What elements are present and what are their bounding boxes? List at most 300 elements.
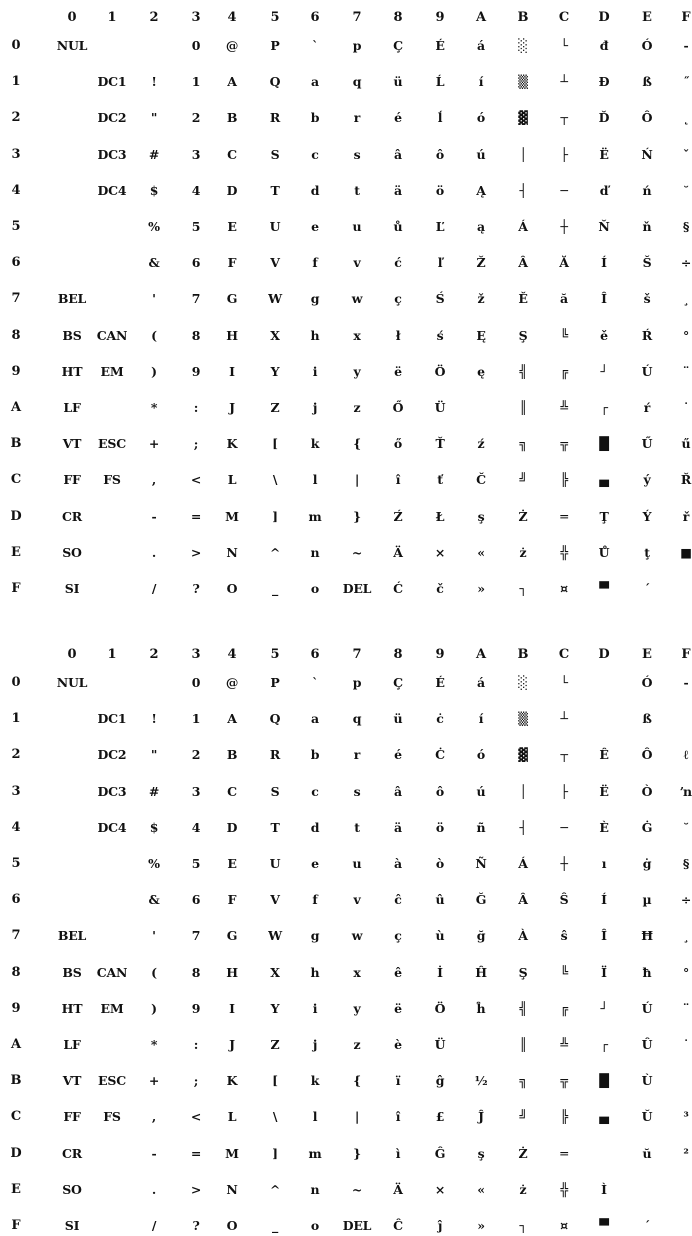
row-label: F [11,1218,21,1233]
char-cell: í [478,74,484,90]
char-cell: ì [395,1145,401,1161]
char-cell: § [682,856,690,871]
column-header: B [517,647,529,662]
char-cell: LF [63,1037,81,1052]
row-label: 9 [11,1000,21,1016]
char-cell: ÷ [680,892,692,908]
char-cell: Ĉ [393,1218,403,1233]
char-cell: ï [395,1073,401,1089]
char-cell: Ě [518,291,528,307]
char-cell: c [311,783,319,799]
row-label: B [10,1073,22,1089]
char-cell: D [226,819,238,835]
char-cell: È [599,819,609,835]
row-label: E [11,1181,21,1197]
char-cell: F [227,255,237,271]
char-cell: B [226,747,238,763]
char-cell: ( [151,964,157,980]
char-cell: Ċ [435,747,445,763]
column-header: C [558,10,570,25]
char-cell: ▒ [518,74,528,90]
char-cell: µ [642,892,652,908]
char-cell [92,926,132,946]
char-cell: ² [683,1145,689,1161]
char-cell: Ę [476,327,486,343]
char-cell: M [225,508,239,524]
char-cell: y [353,1000,361,1016]
char-cell: ! [151,711,157,727]
char-cell: ˝ [682,74,690,90]
char-cell: ╦ [560,1073,568,1089]
row-label: 7 [11,928,21,944]
char-cell [584,673,624,693]
char-cell: SI [64,1218,80,1233]
char-cell: w [351,291,363,307]
char-cell: ô [435,783,445,799]
char-cell: ] [272,1145,278,1161]
char-cell: Ú [641,363,653,379]
char-cell: ä [394,819,402,835]
char-cell: CR [62,508,82,524]
char-cell: ) [151,363,157,379]
char-cell: m [308,1145,322,1161]
column-header: 0 [67,647,77,662]
char-cell: Ć [393,581,403,596]
char-cell: $ [149,182,159,198]
char-cell: ˇ [682,146,690,162]
char-cell: ▄ [599,472,609,488]
char-cell: N [226,1181,238,1197]
char-cell: Î [601,291,607,307]
char-cell: â [394,783,402,799]
char-cell: k [310,436,320,452]
char-cell: z [353,1037,361,1052]
column-header: 2 [149,647,159,662]
char-cell: Ö [434,363,446,379]
char-cell: t [354,819,360,835]
char-cell: l [312,1109,318,1125]
row-label: C [10,1109,22,1125]
char-cell: ě [600,327,608,343]
char-cell: ┴ [560,711,568,727]
char-cell: ┬ [560,747,568,763]
char-cell: ¨ [682,1000,690,1016]
char-cell: Y [270,363,280,379]
char-cell: ċ [436,711,444,727]
char-cell: ¤ [560,1218,568,1233]
row-label: C [10,472,22,488]
char-cell [52,181,92,201]
char-cell: | [354,1109,360,1125]
char-cell: G [226,928,238,944]
char-cell: Ô [641,747,653,763]
char-cell: , [151,1109,157,1125]
char-cell: é [394,110,402,126]
char-cell: ╗ [519,436,527,452]
column-header: A [475,647,487,662]
char-cell: p [352,38,362,53]
char-cell: ┐ [519,581,527,596]
char-cell: ´ [643,1218,651,1233]
char-cell: 7 [191,928,201,944]
char-cell: ż [519,544,527,560]
char-cell: f [312,255,318,271]
char-cell: y [353,363,361,379]
char-cell: ú [476,783,486,799]
column-header: C [558,647,570,662]
char-cell: í [478,711,484,727]
char-cell: ë [394,363,402,379]
char-cell: * [150,1037,158,1052]
char-cell: ó [476,110,486,126]
char-cell: j [312,400,318,415]
char-cell: ˘ [682,182,690,198]
char-cell: █ [599,436,609,452]
column-header: 8 [393,10,403,25]
char-cell: ; [193,436,199,452]
char-cell [666,1071,692,1091]
char-cell: İ [437,964,443,980]
char-cell: ˘ [682,819,690,835]
char-cell [134,673,174,693]
char-cell: Ù [641,1073,653,1089]
char-cell: SO [62,544,82,560]
char-cell: ├ [560,783,568,799]
char-cell: ş [477,1145,485,1161]
char-cell: ł [395,327,401,343]
char-cell: × [434,544,446,560]
char-cell: DC3 [97,146,127,162]
char-cell: ▒ [518,711,528,727]
char-cell: Ö [434,1000,446,1016]
char-cell: 3 [191,783,201,799]
char-cell: FS [103,1109,121,1125]
char-cell: ñ [476,819,486,835]
row-label: 3 [11,146,21,162]
char-cell: Î [601,928,607,944]
row-label: E [11,544,21,560]
char-cell: " [150,110,158,126]
char-cell: K [226,436,238,452]
char-cell: ý [643,472,651,488]
char-cell: BS [62,327,82,343]
char-cell: ö [435,182,445,198]
char-cell: r [353,110,361,126]
char-cell: B [226,110,238,126]
char-cell: DEL [342,581,372,596]
char-cell: k [310,1073,320,1089]
char-cell: E [227,219,237,234]
char-cell: z [353,400,361,415]
char-cell: « [477,1181,485,1197]
char-cell: ń [642,182,652,198]
char-cell: ╗ [519,1073,527,1089]
char-cell: └ [560,38,568,53]
char-cell: > [190,544,202,560]
char-cell: ( [151,327,157,343]
char-cell: Í [601,892,607,908]
char-cell: S [270,783,280,799]
char-cell: & [148,892,160,908]
char-cell: - [151,508,157,524]
char-cell: Ă [559,255,569,271]
char-cell: Ş [518,327,528,343]
char-cell: ¨ [682,363,690,379]
char-cell: ą [477,219,485,234]
char-cell: ╔ [560,363,568,379]
char-cell: ½ [474,1073,488,1089]
row-label: D [10,1145,22,1161]
char-cell: Ł [435,508,445,524]
char-cell: š [643,291,651,307]
char-cell: b [310,110,320,126]
char-cell: . [151,544,157,560]
char-cell: Ŝ [559,892,569,908]
char-cell: < [190,472,202,488]
char-cell [584,1144,624,1164]
char-cell: X [270,964,280,980]
char-cell: 2 [191,747,201,763]
char-cell [92,289,132,309]
char-cell [52,818,92,838]
column-header: 5 [270,647,280,662]
char-cell: A [227,711,237,727]
char-cell: × [434,1181,446,1197]
char-cell: └ [560,675,568,690]
char-cell: ╬ [560,1181,568,1197]
char-cell: │ [519,783,527,799]
char-cell: SI [64,581,80,596]
char-cell: _ [271,581,279,596]
column-header: 3 [191,10,201,25]
char-cell: u [352,856,362,871]
char-cell: : [193,400,199,415]
char-cell: ˛ [682,110,690,126]
char-cell: ň [642,219,652,234]
char-cell: Ř [680,472,692,488]
char-cell: x [353,327,361,343]
char-cell: ▄ [599,1109,609,1125]
row-label: 5 [11,219,21,234]
char-cell [666,579,692,599]
row-label: 6 [11,255,21,271]
char-cell [666,709,692,729]
char-cell: 0 [191,38,201,53]
char-cell: DC4 [97,182,127,198]
char-cell: ¸ [682,291,690,307]
row-label: 1 [11,711,21,727]
char-cell: u [352,219,362,234]
char-cell [52,709,92,729]
char-cell: ├ [560,146,568,162]
char-cell: DC4 [97,819,127,835]
char-cell: ^ [269,1181,281,1197]
char-cell: 4 [191,819,201,835]
char-cell: ŭ [642,1145,652,1161]
char-cell: Ň [598,219,610,234]
char-cell: { [353,436,361,452]
char-cell: ç [394,928,402,944]
char-cell [52,72,92,92]
char-cell: e [311,856,319,871]
char-cell: % [148,856,160,871]
char-cell: - [683,38,689,53]
char-cell: R [269,747,281,763]
char-cell: V [270,255,280,271]
char-cell: A [227,74,237,90]
char-cell: ß [642,74,652,90]
char-cell: FF [63,472,81,488]
char-cell: ┴ [560,74,568,90]
char-cell: M [225,1145,239,1161]
char-cell: Ť [435,436,445,452]
char-cell: Ń [641,146,653,162]
char-cell: Ñ [475,856,487,871]
char-cell: DC2 [97,747,127,763]
char-cell: Ê [599,747,609,763]
char-cell: ▀ [599,1218,609,1233]
char-cell: P [270,675,280,690]
column-header: 7 [352,647,362,662]
row-label: A [10,1037,22,1052]
char-cell: DC1 [97,711,127,727]
char-cell: W [268,291,282,307]
char-cell: a [311,711,319,727]
char-cell: Ï [601,964,607,980]
char-cell: │ [519,146,527,162]
char-cell [627,1180,667,1200]
row-label: 0 [11,675,21,690]
char-cell: J [229,1037,235,1052]
char-cell: Ź [393,508,403,524]
char-cell: Ĺ [435,74,445,90]
char-cell: ă [560,291,568,307]
char-cell: [ [272,436,278,452]
char-cell [92,36,132,56]
char-cell: Ä [393,544,403,560]
char-cell: Ó [641,38,653,53]
char-cell: | [354,472,360,488]
char-cell: ; [193,1073,199,1089]
char-cell: t [354,182,360,198]
char-cell [666,1216,692,1236]
char-cell: ─ [560,182,568,198]
char-cell: ś [436,327,444,343]
char-cell: ┬ [560,110,568,126]
char-cell: ║ [519,400,527,415]
char-cell: ç [394,291,402,307]
char-cell: Z [270,1037,280,1052]
char-cell: ħ [642,964,652,980]
char-cell: VT [62,436,82,452]
char-cell: G [226,291,238,307]
char-cell: 6 [191,255,201,271]
char-cell: « [477,544,485,560]
char-cell [92,1144,132,1164]
row-label: 2 [11,110,21,126]
char-cell: ć [394,255,402,271]
char-cell: 5 [191,856,201,871]
char-cell: î [395,1109,401,1125]
char-cell: à [394,856,402,871]
char-cell: ĺ [437,110,443,126]
char-cell: / [151,581,157,596]
column-header: 4 [227,10,237,25]
char-cell [52,890,92,910]
char-cell: ß [642,711,652,727]
char-cell: \ [272,472,278,488]
char-cell: = [190,508,202,524]
row-label: 8 [11,964,21,980]
char-cell: ░ [518,38,528,53]
char-cell: } [353,508,361,524]
char-cell: 2 [191,110,201,126]
char-cell: Ë [599,783,609,799]
char-cell: { [353,1073,361,1089]
char-cell: Ž [476,255,486,271]
char-cell: Ë [599,146,609,162]
char-cell: L [227,472,237,488]
char-cell: Đ [598,74,610,90]
char-cell: ŉ [679,783,692,799]
char-cell: ê [394,964,402,980]
char-cell [92,507,132,527]
char-cell [92,253,132,273]
char-cell: CR [62,1145,82,1161]
char-cell: g [310,291,320,307]
char-cell: ┘ [600,363,608,379]
char-cell: » [477,1218,485,1233]
column-header: 1 [107,647,117,662]
char-cell: Č [476,472,486,488]
column-header: 4 [227,647,237,662]
char-cell: v [353,255,361,271]
char-cell: ĝ [435,1073,445,1089]
char-cell: á [477,675,485,690]
char-cell: Y [270,1000,280,1016]
char-cell: ┌ [600,1037,608,1052]
char-cell: 8 [191,327,201,343]
char-cell: 9 [191,1000,201,1016]
char-cell [92,673,132,693]
char-cell [92,398,132,418]
char-cell: Û [641,1037,653,1052]
char-cell: < [190,1109,202,1125]
char-cell: ╝ [519,1109,527,1125]
char-cell: ü [393,74,403,90]
char-cell: d [310,819,320,835]
char-cell: HT [61,363,83,379]
row-label: 3 [11,783,21,799]
char-cell: Á [518,219,528,234]
char-cell: ESC [98,1073,126,1089]
char-cell: Ç [393,675,403,690]
char-cell: ö [435,819,445,835]
char-cell: ť [437,472,443,488]
char-cell: ¤ [560,581,568,596]
char-cell: K [226,1073,238,1089]
char-cell: , [151,472,157,488]
char-cell: ľ [437,255,443,271]
char-cell: Ď [598,110,610,126]
column-header: F [681,10,691,25]
char-cell: > [190,1181,202,1197]
char-cell: ESC [98,436,126,452]
char-cell: Ò [641,783,653,799]
char-cell: Ü [434,1037,446,1052]
char-cell: - [151,1145,157,1161]
row-label: 6 [11,892,21,908]
